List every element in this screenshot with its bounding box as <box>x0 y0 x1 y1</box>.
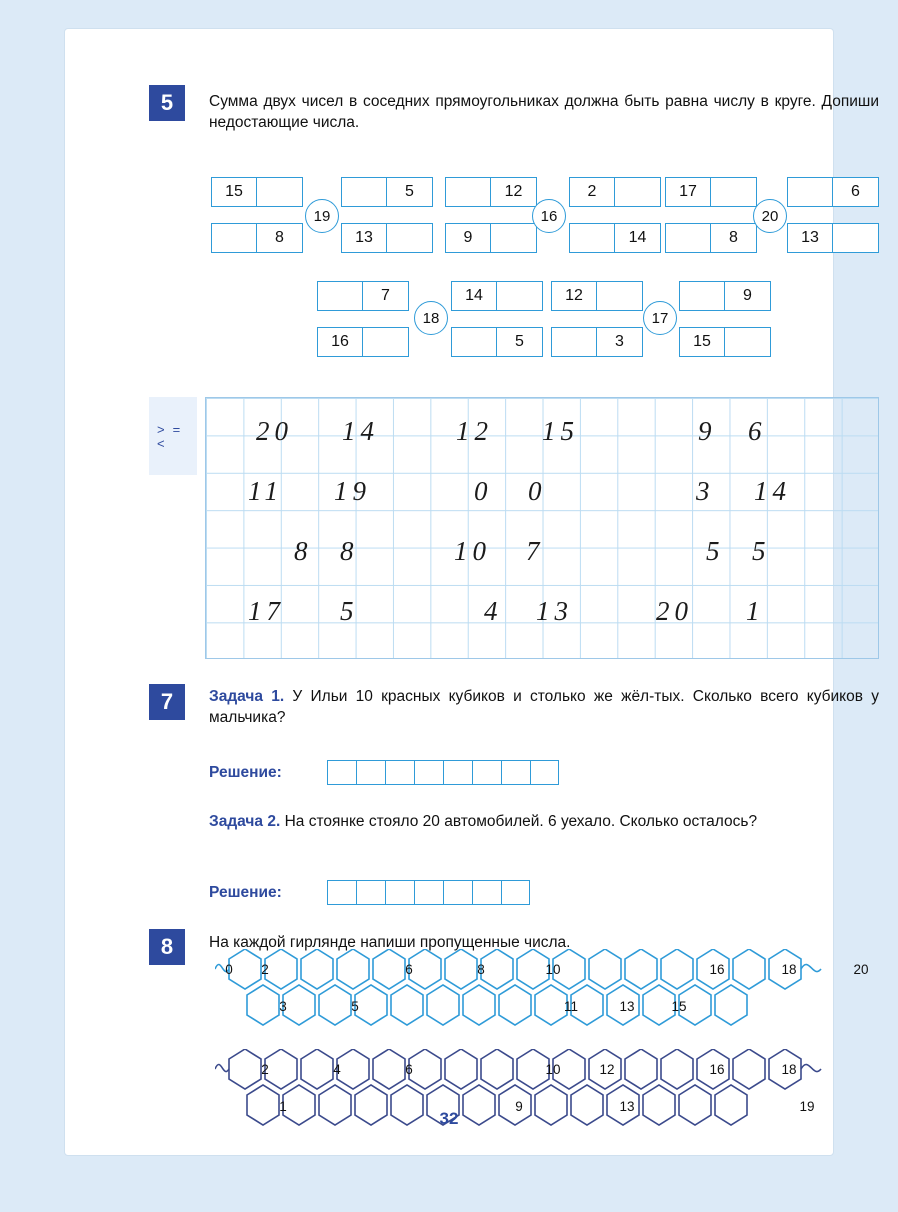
num: 12 <box>456 416 493 446</box>
num: 11 <box>248 476 283 506</box>
task-7-problem-2 <box>209 811 879 832</box>
cell[interactable] <box>211 223 257 253</box>
garland1-bottom-1[interactable]: 3 <box>279 999 287 1014</box>
task5-row2-g3-top <box>551 281 643 311</box>
cell[interactable] <box>711 177 757 207</box>
cell[interactable] <box>445 177 491 207</box>
sign-less: < <box>157 436 165 451</box>
cell[interactable]: 5 <box>497 327 543 357</box>
cell[interactable]: 3 <box>597 327 643 357</box>
cell[interactable] <box>257 177 303 207</box>
cell[interactable]: 8 <box>257 223 303 253</box>
task5-circle: 20 <box>753 199 787 233</box>
task-number-8: 8 <box>149 929 185 965</box>
task-7-problem-1 <box>209 686 879 728</box>
problem-1-label: Задача 1. <box>209 688 285 705</box>
cell[interactable] <box>387 223 433 253</box>
task5-row2-g2-bottom <box>451 327 543 357</box>
sign-greater: > <box>157 422 165 437</box>
answer-cell[interactable] <box>501 880 530 905</box>
cell[interactable]: 9 <box>445 223 491 253</box>
num: 5 <box>706 536 725 566</box>
task5-circle: 16 <box>532 199 566 233</box>
sign-equal: = <box>172 422 181 437</box>
task5-row1-g3-top <box>445 177 537 207</box>
answer-cell[interactable] <box>327 760 356 785</box>
task5-row1-g6-bottom <box>787 223 879 253</box>
cell[interactable] <box>451 327 497 357</box>
num: 15 <box>542 416 579 446</box>
task5-circle: 17 <box>643 301 677 335</box>
task6-grid[interactable] <box>205 397 879 659</box>
num: 14 <box>754 476 791 506</box>
cell[interactable] <box>615 177 661 207</box>
task5-row1-g1-bottom <box>211 223 303 253</box>
cell[interactable]: 14 <box>451 281 497 311</box>
num: 10 <box>454 536 491 566</box>
num: 19 <box>334 476 371 506</box>
solution-label-2: Решение: <box>209 884 282 901</box>
garland2-bottom-4[interactable]: 9 <box>515 1099 523 1114</box>
problem-2-label: Задача 2. <box>209 813 281 830</box>
num: 1 <box>746 596 765 626</box>
num: 9 <box>698 416 717 446</box>
garland1-top-4[interactable]: 8 <box>477 962 485 977</box>
num: 13 <box>536 596 573 626</box>
num: 3 <box>696 476 715 506</box>
answer-cell[interactable] <box>414 880 443 905</box>
num: 14 <box>342 416 379 446</box>
cell[interactable]: 15 <box>211 177 257 207</box>
answer-boxes-2[interactable] <box>327 880 530 905</box>
cell[interactable] <box>363 327 409 357</box>
task-8-instruction: На каждой гирлянде напиши пропущенные числа. <box>209 934 571 951</box>
worksheet-page <box>64 28 879 1156</box>
task5-row1-g6-top <box>787 177 879 207</box>
garland2-top-6[interactable]: 12 <box>599 1062 615 1077</box>
cell[interactable]: 2 <box>569 177 615 207</box>
garland1-bottom-5[interactable]: 11 <box>563 999 578 1014</box>
cell[interactable]: 13 <box>341 223 387 253</box>
task5-row1-g2-bottom <box>341 223 433 253</box>
task-number-5: 5 <box>149 85 185 121</box>
task5-row2-g3-bottom <box>551 327 643 357</box>
garland2-bottom-9[interactable]: 19 <box>799 1099 815 1114</box>
answer-cell[interactable] <box>327 880 356 905</box>
task5-row1-g4-top <box>569 177 661 207</box>
cell[interactable] <box>725 327 771 357</box>
task5-row2-g2-top <box>451 281 543 311</box>
cell[interactable]: 5 <box>387 177 433 207</box>
cell[interactable]: 8 <box>711 223 757 253</box>
answer-cell[interactable] <box>530 760 559 785</box>
num: 20 <box>256 416 293 446</box>
answer-cell[interactable] <box>385 880 414 905</box>
task5-row1-g4-bottom <box>569 223 661 253</box>
garland2-bottom-6[interactable]: 13 <box>619 1099 635 1114</box>
garland1-bottom-6[interactable]: 13 <box>619 999 635 1014</box>
task-number-7: 7 <box>149 684 185 720</box>
cell[interactable]: 9 <box>725 281 771 311</box>
answer-cell[interactable] <box>472 760 501 785</box>
cell[interactable] <box>551 327 597 357</box>
garland2-top-3[interactable]: 6 <box>405 1062 413 1077</box>
garland2-top-8[interactable]: 16 <box>709 1062 725 1077</box>
cell[interactable] <box>597 281 643 311</box>
garland-1 <box>215 949 835 1049</box>
garland2-top-1[interactable]: 2 <box>261 1062 269 1077</box>
cell[interactable]: 7 <box>363 281 409 311</box>
garland1-top-10[interactable]: 20 <box>853 962 869 977</box>
task5-row2-g1-top <box>317 281 409 311</box>
task5-row1-g5-top <box>665 177 757 207</box>
answer-cell[interactable] <box>443 880 472 905</box>
task5-row2-g1-bottom <box>317 327 409 357</box>
task5-row2-g4-bottom <box>679 327 771 357</box>
num: 17 <box>248 596 285 626</box>
cell[interactable] <box>341 177 387 207</box>
garland1-top-0[interactable]: 0 <box>225 962 233 977</box>
num: 0 <box>528 476 547 506</box>
cell[interactable]: 14 <box>615 223 661 253</box>
page-number: 32 <box>439 1109 459 1128</box>
garland2-bottom-0[interactable]: 1 <box>279 1099 287 1114</box>
task5-circle: 18 <box>414 301 448 335</box>
cell[interactable] <box>679 281 725 311</box>
garland1-bottom-2[interactable]: 5 <box>351 999 359 1014</box>
garland1-top-8[interactable]: 16 <box>709 962 725 977</box>
solution-label-1: Решение: <box>209 764 282 781</box>
cell[interactable] <box>833 223 879 253</box>
answer-cell[interactable] <box>414 760 443 785</box>
garland1-top-1[interactable]: 2 <box>261 962 269 977</box>
cell[interactable]: 16 <box>317 327 363 357</box>
cell[interactable]: 15 <box>679 327 725 357</box>
num: 5 <box>340 596 359 626</box>
cell[interactable]: 6 <box>833 177 879 207</box>
cell[interactable] <box>497 281 543 311</box>
num: 7 <box>526 536 545 566</box>
garland1-top-9[interactable]: 18 <box>781 962 797 977</box>
problem-1-text: У Ильи 10 красных кубиков и столько же жёл-тых. Сколько всего кубиков у мальчика? <box>209 688 879 726</box>
answer-cell[interactable] <box>356 760 385 785</box>
answer-cell[interactable] <box>501 760 530 785</box>
task5-row1-g2-top <box>341 177 433 207</box>
task6-signs-hint <box>149 397 197 475</box>
cell[interactable]: 12 <box>551 281 597 311</box>
cell[interactable]: 17 <box>665 177 711 207</box>
num: 8 <box>340 536 359 566</box>
cell[interactable] <box>569 223 615 253</box>
cell[interactable] <box>317 281 363 311</box>
num: 4 <box>484 596 503 626</box>
task5-row1-g1-top <box>211 177 303 207</box>
garland1-bottom-7[interactable]: 15 <box>671 999 687 1014</box>
garland1-top-5[interactable]: 10 <box>545 962 561 977</box>
garland2-top-2[interactable]: 4 <box>333 1062 341 1077</box>
task5-row1-g5-bottom <box>665 223 757 253</box>
task-5-instruction: Сумма двух чисел в соседних прямоугольниках должна быть равна числу в круге. Допиши недостающие числа. <box>209 93 879 131</box>
cell[interactable] <box>665 223 711 253</box>
cell[interactable] <box>787 177 833 207</box>
answer-cell[interactable] <box>443 760 472 785</box>
cell[interactable]: 12 <box>491 177 537 207</box>
answer-cell[interactable] <box>356 880 385 905</box>
num: 6 <box>748 416 767 446</box>
num: 0 <box>474 476 493 506</box>
task5-row1-g3-bottom <box>445 223 537 253</box>
num: 8 <box>294 536 313 566</box>
answer-cell[interactable] <box>472 880 501 905</box>
cell[interactable]: 13 <box>787 223 833 253</box>
problem-2-text: На стоянке стояло 20 автомобилей. 6 уехало. Сколько осталось? <box>280 813 758 830</box>
garland2-top-5[interactable]: 10 <box>545 1062 561 1077</box>
task5-row2-g4-top <box>679 281 771 311</box>
garland1-top-3[interactable]: 6 <box>405 962 413 977</box>
num: 5 <box>752 536 771 566</box>
answer-cell[interactable] <box>385 760 414 785</box>
garland2-top-9[interactable]: 18 <box>781 1062 797 1077</box>
num: 20 <box>656 596 693 626</box>
answer-boxes-1[interactable] <box>327 760 559 785</box>
cell[interactable] <box>491 223 537 253</box>
task5-circle: 19 <box>305 199 339 233</box>
